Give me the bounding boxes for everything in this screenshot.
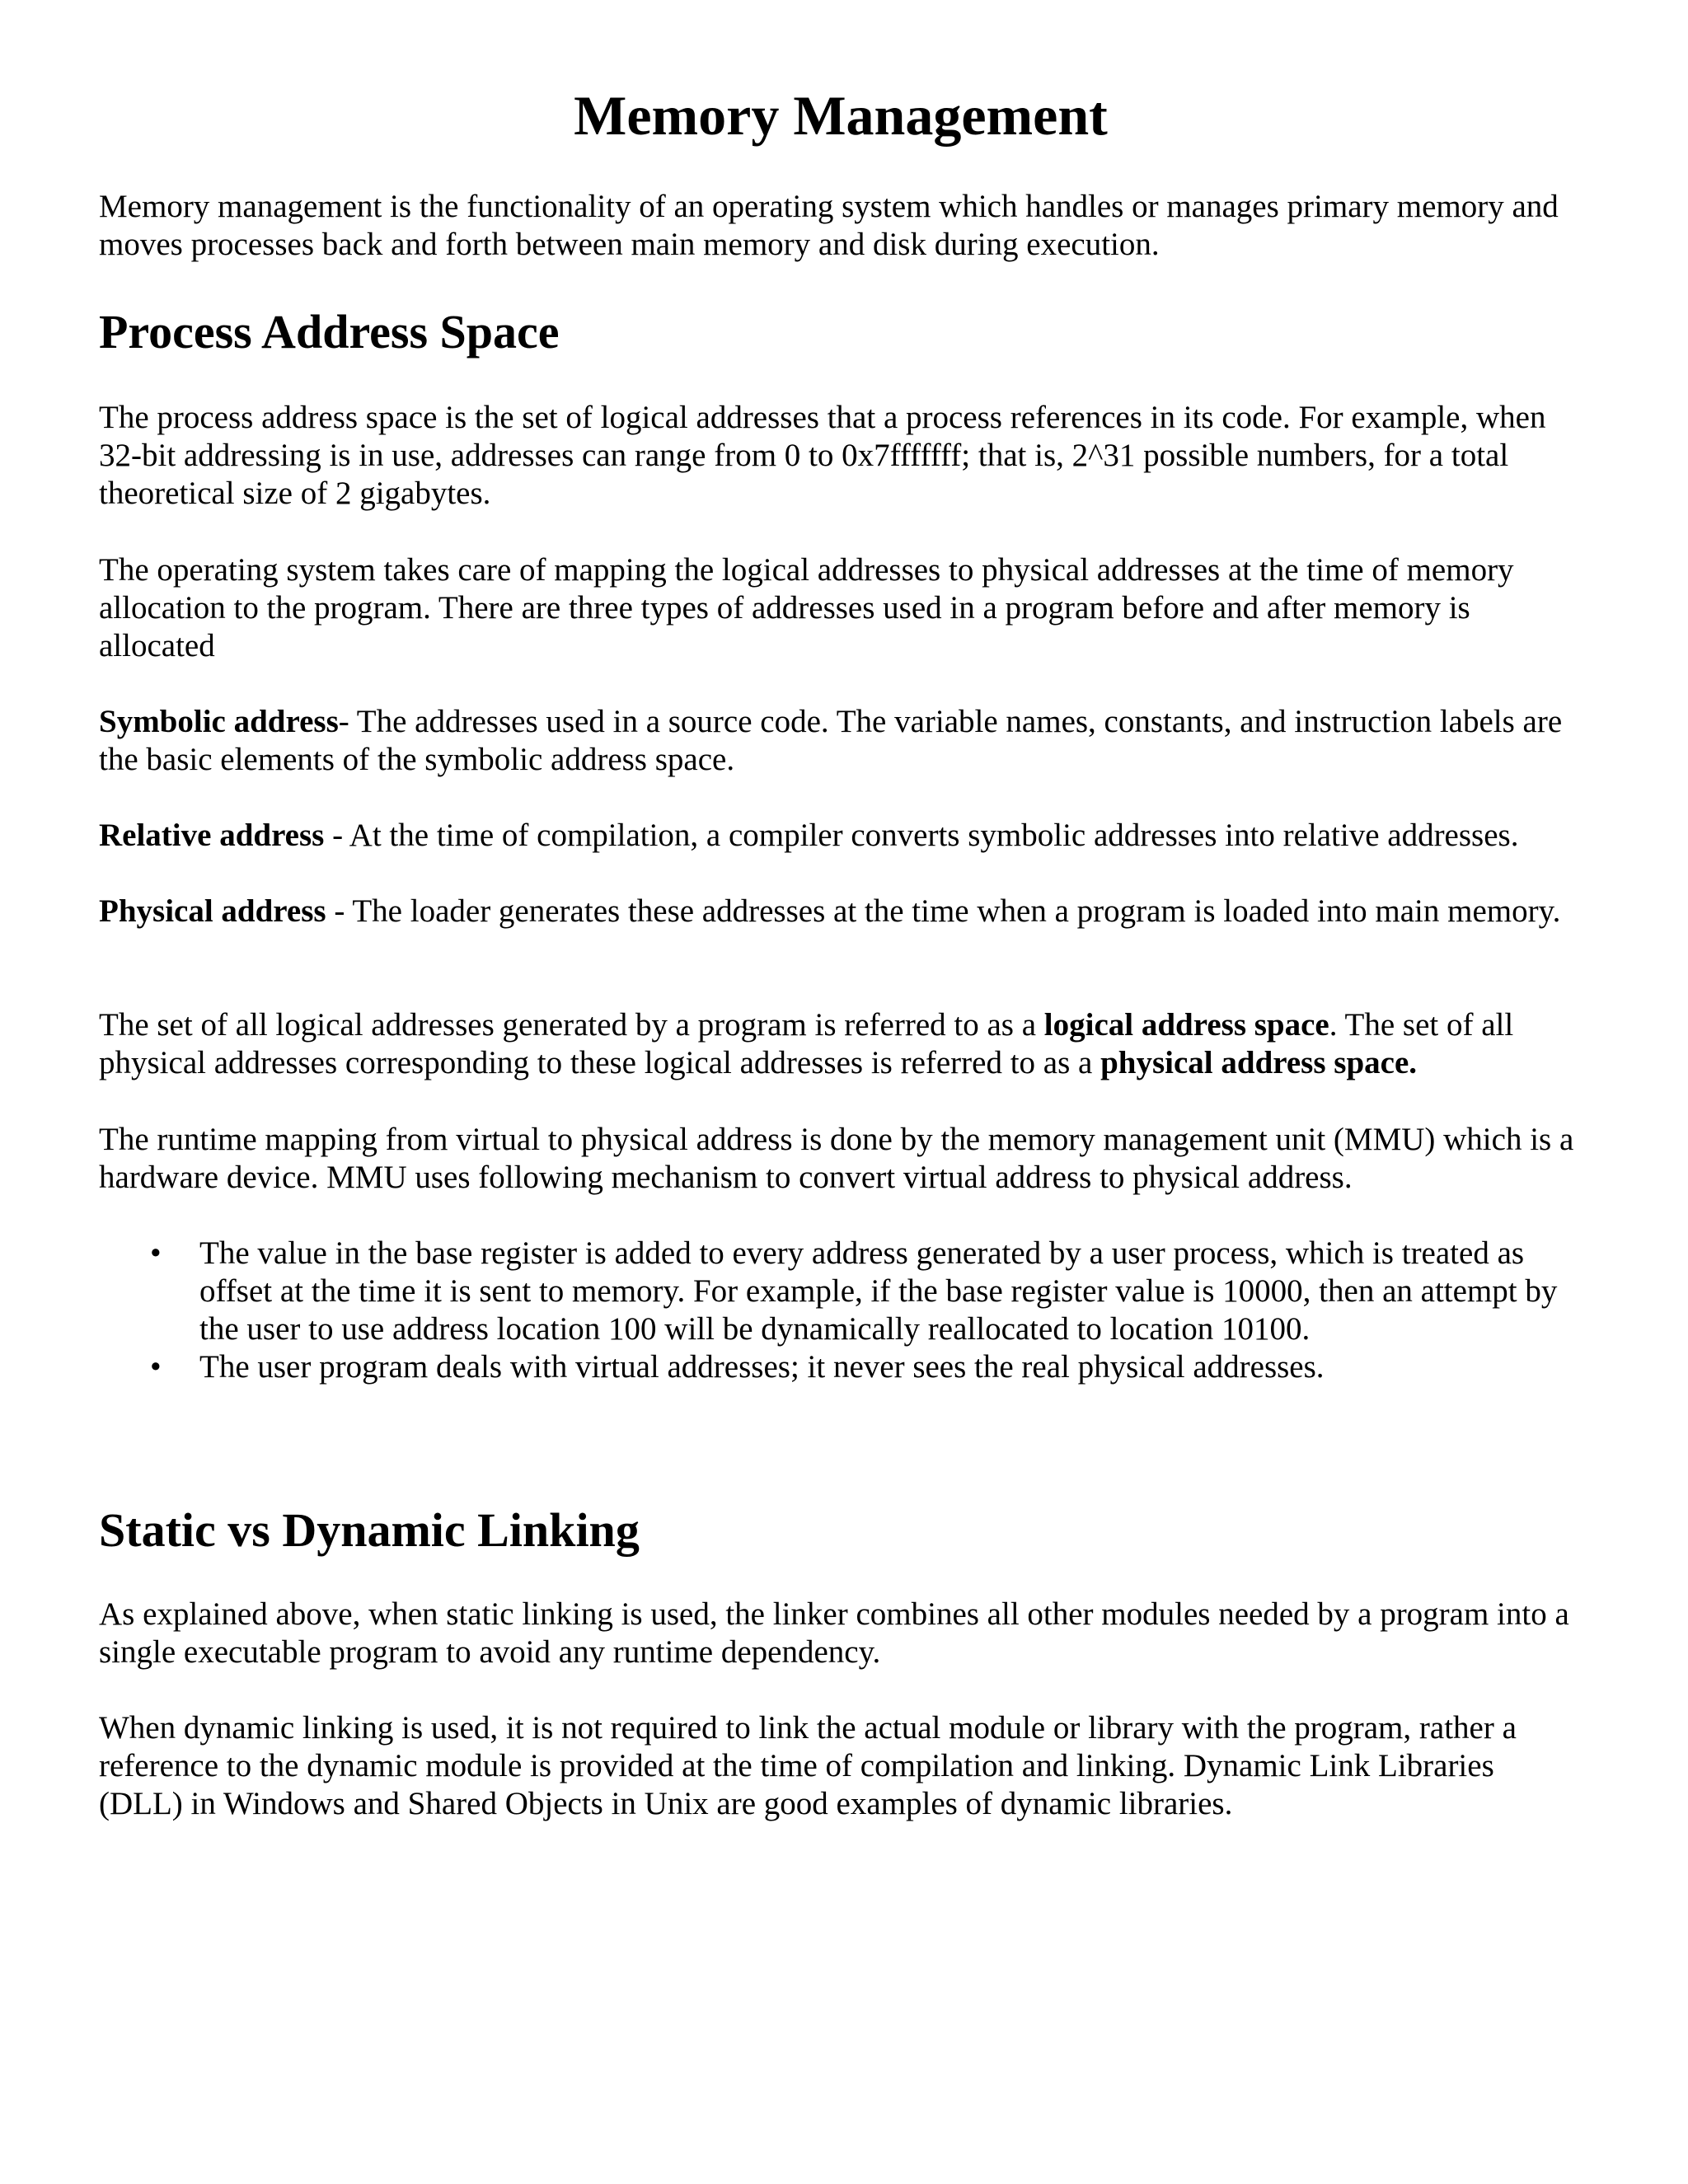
page-title: Memory Management — [574, 84, 1108, 147]
address-space-text-1: The set of all logical addresses generated by a program is referred to as a — [99, 1007, 1044, 1043]
symbolic-address-text: - The addresses used in a source code. The variable names, constants, and instruction labels are the basic elements of the symbolic address space. — [99, 704, 1563, 777]
section-heading-process-address-space: Process Address Space — [99, 305, 560, 359]
address-mapping-paragraph: The operating system takes care of mapping the logical addresses to physical addresses at the time of memory allocation to the program. There are three types of addresses used in a program before and after memory is allocated — [99, 552, 1514, 663]
address-space-paragraph — [99, 1006, 1582, 1082]
process-address-space-paragraph: The process address space is the set of logical addresses that a process references in its code. For example, when 32-bit addressing is in use, addresses can range from 0 to 0x7fffffff; that is, 2^31 possible numbers, for a total theoretical size of 2 gigabytes. — [99, 400, 1546, 511]
symbolic-address-paragraph — [99, 703, 1582, 779]
physical-address-text: - The loader generates these addresses at the time when a program is loaded into main memory. — [326, 893, 1561, 929]
section-heading-static-vs-dynamic-linking: Static vs Dynamic Linking — [99, 1503, 640, 1557]
dynamic-linking-paragraph: When dynamic linking is used, it is not required to link the actual module or library with the program, rather a reference to the dynamic module is provided at the time of compilation and linking. Dynamic Link Libraries (DLL) in Windows and Shared Objects in Unix are good examples of dynamic libraries. — [99, 1710, 1517, 1821]
bullet-icon: • — [150, 1235, 162, 1271]
relative-address-paragraph — [99, 817, 1582, 855]
list-item — [99, 1348, 1582, 1386]
list-item — [99, 1235, 1582, 1348]
logical-address-space-term: logical address space — [1043, 1007, 1329, 1043]
mmu-bullet-list — [99, 1235, 1582, 1386]
symbolic-address-term: Symbolic address — [99, 704, 339, 739]
relative-address-text: - At the time of compilation, a compiler converts symbolic addresses into relative addresses. — [324, 818, 1519, 853]
intro-paragraph: Memory management is the functionality of an operating system which handles or manages primary memory and moves processes back and forth between main memory and disk during execution. — [99, 189, 1559, 262]
physical-address-term: Physical address — [99, 893, 326, 929]
physical-address-paragraph — [99, 893, 1582, 930]
relative-address-term: Relative address — [99, 818, 325, 853]
static-linking-paragraph: As explained above, when static linking is used, the linker combines all other modules needed by a program into a single executable program to avoid any runtime dependency. — [99, 1596, 1569, 1670]
list-item-text: The value in the base register is added to every address generated by a user process, which is treated as offset at the time it is sent to memory. For example, if the base register value is 10000, then an attempt by the user to use address location 100 will be dynamically reallocated to location 10100. — [199, 1235, 1558, 1347]
address-space-text-2: . The set of all physical addresses corresponding to these logical addresses is referred to as a — [99, 1007, 1514, 1080]
bullet-icon: • — [150, 1349, 162, 1385]
mmu-paragraph: The runtime mapping from virtual to physical address is done by the memory management unit (MMU) which is a hardware device. MMU uses following mechanism to convert virtual address to physical address. — [99, 1122, 1574, 1195]
physical-address-space-term: physical address space. — [1100, 1045, 1418, 1080]
list-item-text: The user program deals with virtual addresses; it never sees the real physical addresses. — [199, 1349, 1325, 1385]
